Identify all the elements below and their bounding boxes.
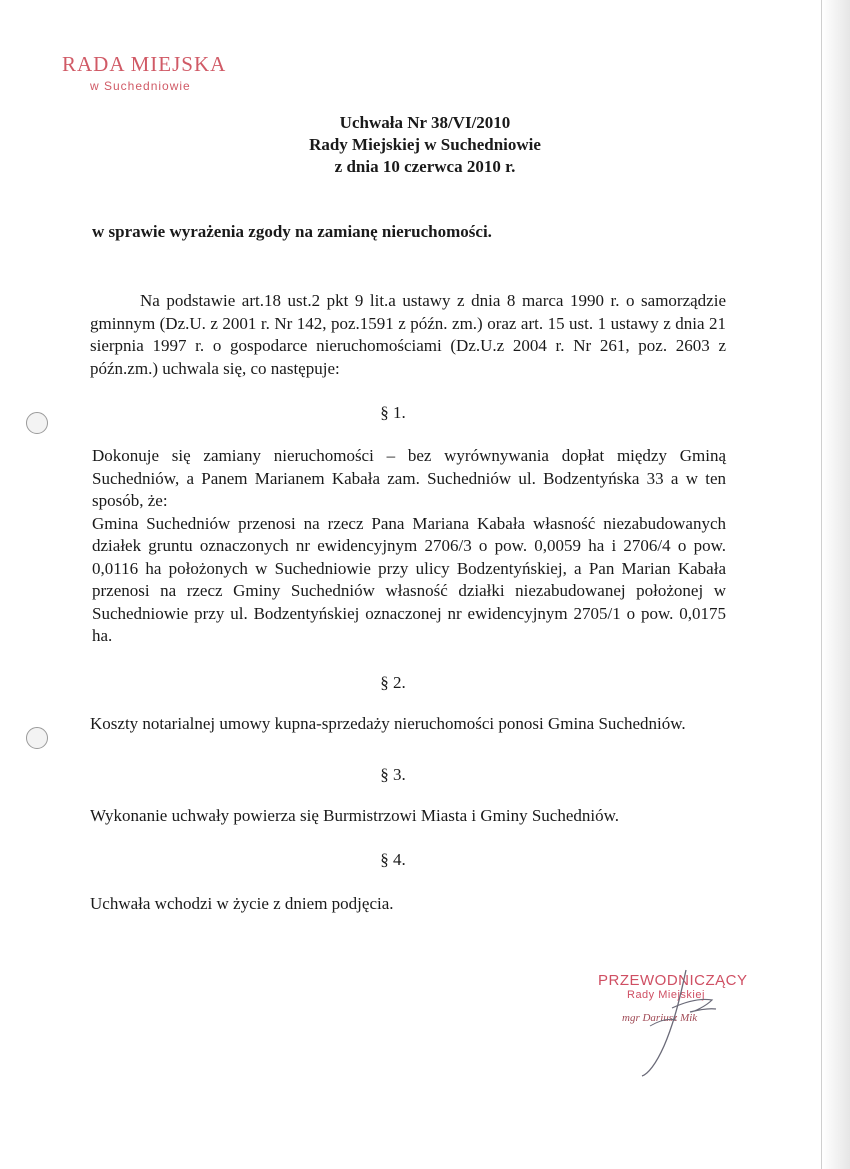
chairman-stamp-subtitle: Rady Miejskiej [627,989,705,1001]
section-mark-2: § 2. [380,673,406,692]
chairman-stamp-title: PRZEWODNICZĄCY [598,972,748,989]
section-3-paragraph: Wykonanie uchwały powierza się Burmistrzowi Miasta i Gminy Suchedniów. [90,806,620,825]
section-1-body [92,445,726,648]
resolution-subject: w sprawie wyrażenia zgody na zamianę nieruchomości. [92,222,492,241]
section-mark-4: § 4. [380,850,406,869]
section-4-paragraph: Uchwała wchodzi w życie z dniem podjęcia. [90,894,394,913]
council-stamp-title: RADA MIEJSKA [62,52,227,76]
signature-icon [590,968,770,1078]
section-1-paragraph-1: Dokonuje się zamiany nieruchomości – bez wyrównywania dopłat między Gminą Suchedniów, a Panem Marianem Kabała zam. Suchedniów ul. Bodzentyńska 33 a w ten sposób, że: [92,446,726,510]
resolution-number: Uchwała Nr 38/VI/2010 [339,113,511,132]
council-stamp-subtitle: w Suchedniowie [90,79,191,93]
section-mark-1: § 1. [380,403,406,422]
punch-hole [26,727,48,749]
section-1-paragraph-2: Gmina Suchedniów przenosi na rzecz Pana Mariana Kabała własność niezabudowanych działek gruntu oznaczonych nr ewidencyjnym 2706/3 o pow. 0,0059 ha i 2706/4 o pow. 0,0116 ha położonych w Suchedniowie przy ulicy Bodzentyńskiej, a Pan Marian Kabała przenosi na rzecz Gminy Suchedniów własność działki niezabudowanej położonej w Suchedniowie przy ul. Bodzentyńskiej oznaczonej nr ewidencyjnym 2705/1 o pow. 0,0175 ha. [92,513,726,645]
council-stamp [62,52,262,93]
resolution-issuer: Rady Miejskiej w Suchedniowie [309,135,541,154]
resolution-header [0,112,850,178]
preamble-paragraph: Na podstawie art.18 ust.2 pkt 9 lit.a ustawy z dnia 8 marca 1990 r. o samorządzie gminnym (Dz.U. z 2001 r. Nr 142, poz.1591 z późn. zm.) oraz art. 15 ust. 1 ustawy z dnia 21 sierpnia 1997 r. o gospodarce nieruchomościami (Dz.U.z 2004 r. Nr 261, poz. 2603 z późn.zm.) uchwala się, co następuje: [90,291,726,378]
resolution-date: z dnia 10 czerwca 2010 r. [334,157,516,176]
chairman-name: mgr Dariusz Mik [622,1012,698,1024]
section-2-paragraph: Koszty notarialnej umowy kupna-sprzedaży nieruchomości ponosi Gmina Suchedniów. [90,714,686,733]
section-mark-3: § 3. [380,765,406,784]
chairman-stamp [590,968,770,1078]
